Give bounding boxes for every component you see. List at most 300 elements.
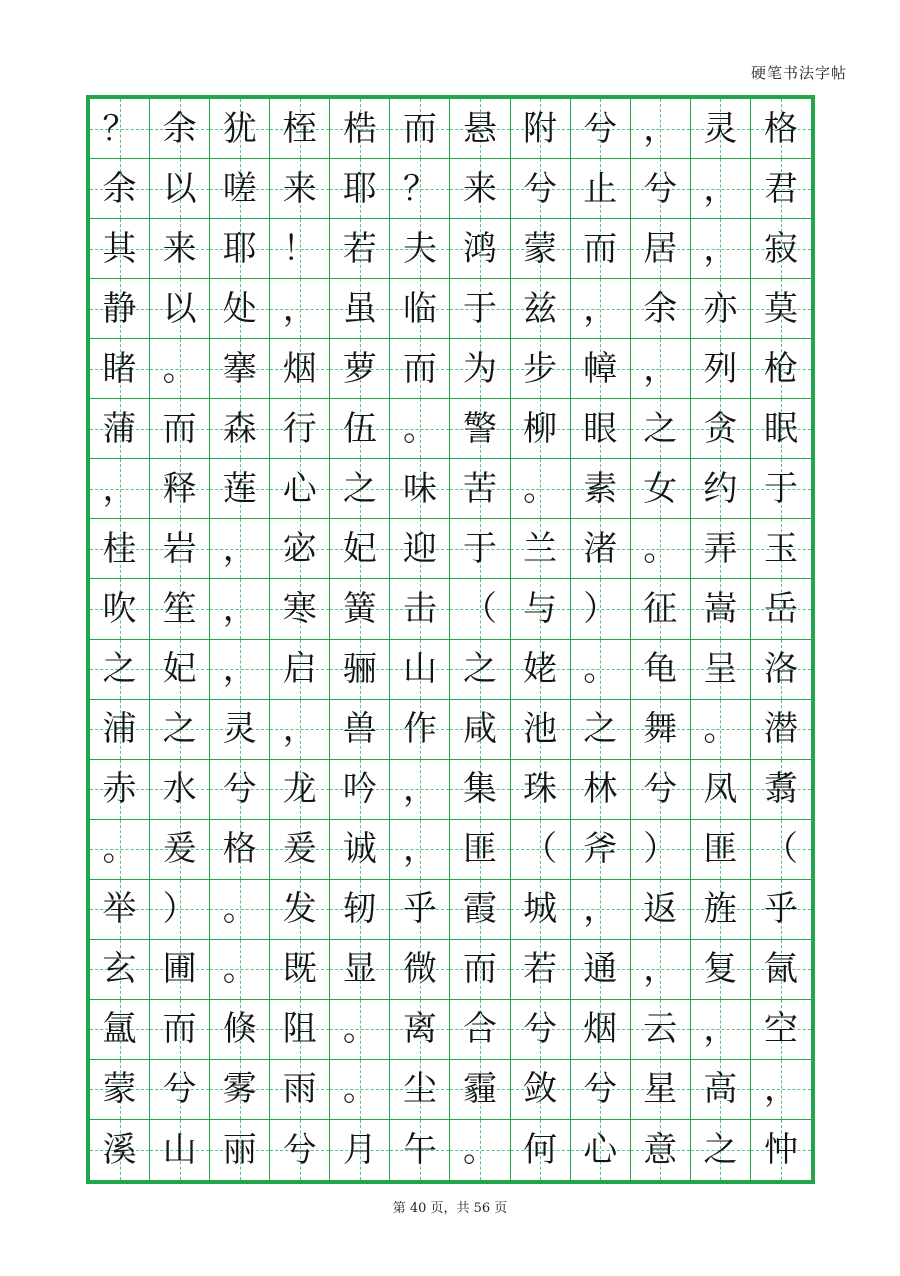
grid-character: 而 <box>162 408 197 449</box>
grid-cell <box>691 339 751 399</box>
grid-cell <box>210 640 270 700</box>
grid-cell <box>631 159 691 219</box>
grid-character: ， <box>222 528 257 569</box>
grid-character: 味 <box>402 468 437 509</box>
grid-cell <box>511 99 571 159</box>
grid-character: 居 <box>643 228 678 269</box>
grid-cell <box>390 760 450 820</box>
grid-cell <box>631 459 691 519</box>
grid-character: 氤 <box>763 949 798 990</box>
grid-cell <box>751 1120 811 1180</box>
grid-character: 。 <box>102 829 137 870</box>
grid-cell <box>90 640 150 700</box>
grid-character: 兮 <box>282 1129 317 1170</box>
grid-character: 午 <box>402 1129 437 1170</box>
grid-cell <box>150 459 210 519</box>
grid-cell <box>390 339 450 399</box>
grid-cell <box>691 1000 751 1060</box>
grid-cell <box>90 519 150 579</box>
grid-character: 。 <box>703 709 738 750</box>
grid-character: 嵩 <box>703 588 738 629</box>
grid-character: 兮 <box>162 1069 197 1110</box>
grid-character: 以 <box>162 288 197 329</box>
grid-cell <box>450 279 510 339</box>
grid-character: 阻 <box>282 1009 317 1050</box>
grid-character: 而 <box>463 949 498 990</box>
grid-character: 斧 <box>583 829 618 870</box>
grid-character: 警 <box>463 408 498 449</box>
grid-cell <box>571 880 631 940</box>
grid-character: 忡 <box>763 1129 798 1170</box>
grid-character: 。 <box>523 468 558 509</box>
grid-character: 静 <box>102 288 137 329</box>
grid-character: 来 <box>463 168 498 209</box>
grid-character: 临 <box>402 288 437 329</box>
grid-cell <box>691 940 751 1000</box>
grid-character: 女 <box>643 468 678 509</box>
grid-cell <box>330 399 390 459</box>
grid-cell <box>450 700 510 760</box>
grid-cell <box>511 820 571 880</box>
grid-cell <box>210 1000 270 1060</box>
grid-character: 耶 <box>222 228 257 269</box>
grid-character: 凤 <box>703 769 738 810</box>
page-header-title: 硬笔书法字帖 <box>750 64 847 82</box>
grid-character: 于 <box>463 288 498 329</box>
grid-cell <box>210 459 270 519</box>
grid-cell <box>511 940 571 1000</box>
grid-character: 匪 <box>703 829 738 870</box>
grid-cell <box>691 820 751 880</box>
grid-cell <box>330 1120 390 1180</box>
grid-character: 意 <box>643 1129 678 1170</box>
grid-cell <box>511 459 571 519</box>
grid-character: 骊 <box>342 649 377 690</box>
grid-cell <box>631 339 691 399</box>
grid-cell <box>631 519 691 579</box>
grid-cell <box>150 339 210 399</box>
grid-character: 。 <box>463 1129 498 1170</box>
grid-cell <box>631 399 691 459</box>
grid-cell <box>450 519 510 579</box>
grid-character: 星 <box>643 1069 678 1110</box>
grid-character: ， <box>643 108 678 149</box>
grid-character: 启 <box>282 649 317 690</box>
grid-cell <box>330 159 390 219</box>
grid-character: ！ <box>282 228 317 269</box>
grid-character: 霾 <box>463 1069 498 1110</box>
grid-character: 云 <box>643 1009 678 1050</box>
grid-cell <box>631 279 691 339</box>
grid-character: 。 <box>162 348 197 389</box>
grid-cell <box>631 820 691 880</box>
grid-character: 其 <box>102 228 137 269</box>
grid-character: 高 <box>703 1069 738 1110</box>
grid-cell <box>210 159 270 219</box>
grid-character: 莫 <box>763 288 798 329</box>
grid-cell <box>330 579 390 639</box>
grid-character: 来 <box>162 228 197 269</box>
grid-cell <box>330 640 390 700</box>
grid-cell <box>751 459 811 519</box>
grid-character: ， <box>222 588 257 629</box>
grid-character: 与 <box>523 588 558 629</box>
grid-cell <box>270 159 330 219</box>
grid-character: 莲 <box>222 468 257 509</box>
grid-cell <box>571 820 631 880</box>
grid-character: 若 <box>523 949 558 990</box>
grid-cell <box>90 1060 150 1120</box>
grid-cell <box>691 519 751 579</box>
grid-character: 翥 <box>763 769 798 810</box>
grid-cell <box>270 940 330 1000</box>
grid-character: 通 <box>583 949 618 990</box>
grid-character: 吹 <box>102 588 137 629</box>
grid-character: 兮 <box>583 108 618 149</box>
grid-cell <box>450 880 510 940</box>
grid-character: 蒲 <box>102 408 137 449</box>
grid-character: 以 <box>162 168 197 209</box>
grid-cell <box>751 219 811 279</box>
grid-character: 嗟 <box>222 168 257 209</box>
grid-character: 浦 <box>102 709 137 750</box>
grid-cell <box>751 399 811 459</box>
grid-cell <box>511 579 571 639</box>
grid-character: 溪 <box>102 1129 137 1170</box>
grid-character: 雾 <box>222 1069 257 1110</box>
grid-character: 蒙 <box>523 228 558 269</box>
grid-cell <box>150 1120 210 1180</box>
grid-cell <box>90 700 150 760</box>
grid-character: 乎 <box>402 889 437 930</box>
grid-cell <box>511 640 571 700</box>
grid-character: 鸿 <box>463 228 498 269</box>
grid-cell <box>210 399 270 459</box>
grid-character: 之 <box>162 709 197 750</box>
grid-character: 来 <box>282 168 317 209</box>
grid-character: 贪 <box>703 408 738 449</box>
grid-cell <box>631 1120 691 1180</box>
grid-character: 城 <box>523 889 558 930</box>
grid-character: 之 <box>703 1129 738 1170</box>
grid-character: ， <box>703 168 738 209</box>
grid-cell <box>270 760 330 820</box>
grid-cell <box>631 1060 691 1120</box>
grid-cell <box>390 159 450 219</box>
grid-character: 潜 <box>763 709 798 750</box>
grid-cell <box>90 880 150 940</box>
grid-character: ， <box>282 288 317 329</box>
grid-cell <box>330 700 390 760</box>
grid-cell <box>150 700 210 760</box>
grid-character: ？ <box>402 168 437 209</box>
grid-character: 虽 <box>342 288 377 329</box>
grid-character: 举 <box>102 889 137 930</box>
grid-character: 余 <box>102 168 137 209</box>
grid-character: 诚 <box>342 829 377 870</box>
grid-character: 圃 <box>162 949 197 990</box>
grid-cell <box>210 940 270 1000</box>
grid-character: 而 <box>583 228 618 269</box>
grid-cell <box>390 279 450 339</box>
grid-cell <box>330 99 390 159</box>
grid-character: 于 <box>763 468 798 509</box>
grid-character: ） <box>583 588 618 629</box>
grid-cell <box>390 459 450 519</box>
grid-cell <box>571 640 631 700</box>
grid-character: 眼 <box>583 408 618 449</box>
grid-character: 。 <box>583 649 618 690</box>
grid-character: 寂 <box>763 228 798 269</box>
grid-character: 林 <box>583 769 618 810</box>
grid-character: 君 <box>763 168 798 209</box>
grid-cell <box>210 279 270 339</box>
grid-cell <box>150 880 210 940</box>
character-grid <box>90 99 811 1180</box>
grid-cell <box>511 760 571 820</box>
grid-character: 灵 <box>703 108 738 149</box>
grid-cell <box>571 339 631 399</box>
grid-cell <box>511 399 571 459</box>
grid-character: 悬 <box>463 108 498 149</box>
grid-character: 旌 <box>703 889 738 930</box>
grid-character: 寒 <box>282 588 317 629</box>
grid-character: 倏 <box>222 1009 257 1050</box>
grid-character: 烟 <box>583 1009 618 1050</box>
grid-character: 尘 <box>402 1069 437 1110</box>
grid-cell <box>270 279 330 339</box>
grid-character: 步 <box>523 348 558 389</box>
grid-character: 合 <box>463 1009 498 1050</box>
grid-cell <box>90 940 150 1000</box>
grid-cell <box>330 940 390 1000</box>
grid-character: 之 <box>463 649 498 690</box>
grid-character: 之 <box>342 468 377 509</box>
grid-cell <box>751 279 811 339</box>
grid-cell <box>631 700 691 760</box>
grid-cell <box>751 1060 811 1120</box>
grid-cell <box>150 579 210 639</box>
grid-character: 烟 <box>282 348 317 389</box>
grid-cell <box>210 579 270 639</box>
grid-cell <box>631 219 691 279</box>
grid-character: 岩 <box>162 528 197 569</box>
grid-cell <box>511 1060 571 1120</box>
grid-cell <box>90 1000 150 1060</box>
grid-character: 姥 <box>523 649 558 690</box>
grid-character: 。 <box>222 889 257 930</box>
grid-cell <box>150 940 210 1000</box>
grid-cell <box>390 820 450 880</box>
grid-character: 击 <box>402 588 437 629</box>
grid-cell <box>450 760 510 820</box>
grid-character: 兰 <box>523 528 558 569</box>
grid-character: ， <box>402 829 437 870</box>
grid-cell <box>210 880 270 940</box>
grid-character: 乎 <box>763 889 798 930</box>
grid-cell <box>511 880 571 940</box>
grid-cell <box>450 1060 510 1120</box>
grid-character: 。 <box>402 408 437 449</box>
grid-cell <box>90 459 150 519</box>
grid-character: 水 <box>162 769 197 810</box>
grid-character: 眠 <box>763 408 798 449</box>
grid-character: 笙 <box>162 588 197 629</box>
grid-cell <box>631 579 691 639</box>
grid-character: 之 <box>643 408 678 449</box>
grid-character: 之 <box>583 709 618 750</box>
grid-character: 吟 <box>342 769 377 810</box>
grid-character: 发 <box>282 889 317 930</box>
grid-character: 集 <box>463 769 498 810</box>
grid-character: 珠 <box>523 769 558 810</box>
grid-character: 心 <box>282 468 317 509</box>
grid-cell <box>571 1060 631 1120</box>
grid-cell <box>511 219 571 279</box>
grid-cell <box>90 579 150 639</box>
grid-character: 兮 <box>222 769 257 810</box>
grid-character: 睹 <box>102 348 137 389</box>
grid-character: 征 <box>643 588 678 629</box>
grid-character: 舞 <box>643 709 678 750</box>
grid-cell <box>210 219 270 279</box>
grid-character: 敛 <box>523 1069 558 1110</box>
grid-cell <box>631 880 691 940</box>
grid-character: 兮 <box>643 168 678 209</box>
grid-cell <box>571 760 631 820</box>
grid-character: （ <box>463 588 498 629</box>
grid-character: 而 <box>162 1009 197 1050</box>
grid-cell <box>691 1120 751 1180</box>
grid-character: 雨 <box>282 1069 317 1110</box>
grid-character: 玉 <box>763 528 798 569</box>
grid-character: 微 <box>402 949 437 990</box>
grid-character: 耶 <box>342 168 377 209</box>
grid-cell <box>270 459 330 519</box>
grid-character: 梏 <box>342 108 377 149</box>
grid-cell <box>450 1120 510 1180</box>
grid-character: 月 <box>342 1129 377 1170</box>
grid-character: ， <box>763 1069 798 1110</box>
grid-cell <box>390 940 450 1000</box>
grid-character: 幛 <box>583 348 618 389</box>
grid-cell <box>691 159 751 219</box>
grid-character: 。 <box>643 528 678 569</box>
grid-character: 兮 <box>523 1009 558 1050</box>
grid-cell <box>270 880 330 940</box>
grid-cell <box>751 159 811 219</box>
grid-character: 弄 <box>703 528 738 569</box>
grid-character: 兹 <box>523 288 558 329</box>
grid-character: 咸 <box>463 709 498 750</box>
grid-cell <box>511 1000 571 1060</box>
grid-character: 余 <box>643 288 678 329</box>
grid-cell <box>150 159 210 219</box>
grid-character: 空 <box>763 1009 798 1050</box>
grid-cell <box>270 1060 330 1120</box>
grid-cell <box>90 1120 150 1180</box>
grid-cell <box>571 159 631 219</box>
grid-character: ， <box>282 709 317 750</box>
grid-cell <box>270 99 330 159</box>
grid-character: 之 <box>102 649 137 690</box>
grid-cell <box>270 640 330 700</box>
grid-character: 若 <box>342 228 377 269</box>
grid-character: 伍 <box>342 408 377 449</box>
grid-cell <box>390 640 450 700</box>
grid-character: ， <box>102 468 137 509</box>
grid-character: 簧 <box>342 588 377 629</box>
grid-character: 渚 <box>583 528 618 569</box>
grid-cell <box>330 1000 390 1060</box>
grid-cell <box>390 99 450 159</box>
grid-cell <box>390 579 450 639</box>
grid-character: ， <box>703 228 738 269</box>
grid-cell <box>270 820 330 880</box>
grid-cell <box>90 399 150 459</box>
grid-cell <box>270 579 330 639</box>
grid-character: ， <box>703 1009 738 1050</box>
grid-cell <box>90 820 150 880</box>
grid-cell <box>691 640 751 700</box>
grid-character: 森 <box>222 408 257 449</box>
grid-cell <box>631 940 691 1000</box>
grid-character: 枪 <box>763 348 798 389</box>
grid-character: ？ <box>102 108 137 149</box>
grid-character: 何 <box>523 1129 558 1170</box>
grid-character: 赤 <box>102 769 137 810</box>
grid-cell <box>511 339 571 399</box>
grid-cell <box>751 339 811 399</box>
grid-character: 约 <box>703 468 738 509</box>
grid-character: 岳 <box>763 588 798 629</box>
grid-cell <box>691 1060 751 1120</box>
grid-cell <box>631 640 691 700</box>
grid-cell <box>150 99 210 159</box>
grid-character: 妃 <box>342 528 377 569</box>
grid-cell <box>90 99 150 159</box>
grid-character: 桂 <box>102 528 137 569</box>
grid-cell <box>270 339 330 399</box>
grid-cell <box>330 519 390 579</box>
grid-cell <box>751 940 811 1000</box>
grid-cell <box>450 579 510 639</box>
grid-cell <box>631 760 691 820</box>
grid-character: ， <box>643 348 678 389</box>
grid-cell <box>511 159 571 219</box>
grid-cell <box>330 459 390 519</box>
grid-cell <box>571 519 631 579</box>
grid-character: 匪 <box>463 829 498 870</box>
grid-cell <box>330 1060 390 1120</box>
grid-cell <box>511 1120 571 1180</box>
grid-cell <box>571 940 631 1000</box>
grid-cell <box>330 760 390 820</box>
grid-cell <box>270 1000 330 1060</box>
grid-character: 返 <box>643 889 678 930</box>
grid-character: 兽 <box>342 709 377 750</box>
grid-cell <box>751 820 811 880</box>
grid-character: 。 <box>222 949 257 990</box>
grid-cell <box>270 219 330 279</box>
grid-character: 桎 <box>282 108 317 149</box>
grid-cell <box>270 700 330 760</box>
grid-character: ） <box>162 889 197 930</box>
grid-cell <box>210 760 270 820</box>
grid-cell <box>450 339 510 399</box>
grid-cell <box>210 700 270 760</box>
grid-character: 为 <box>463 348 498 389</box>
